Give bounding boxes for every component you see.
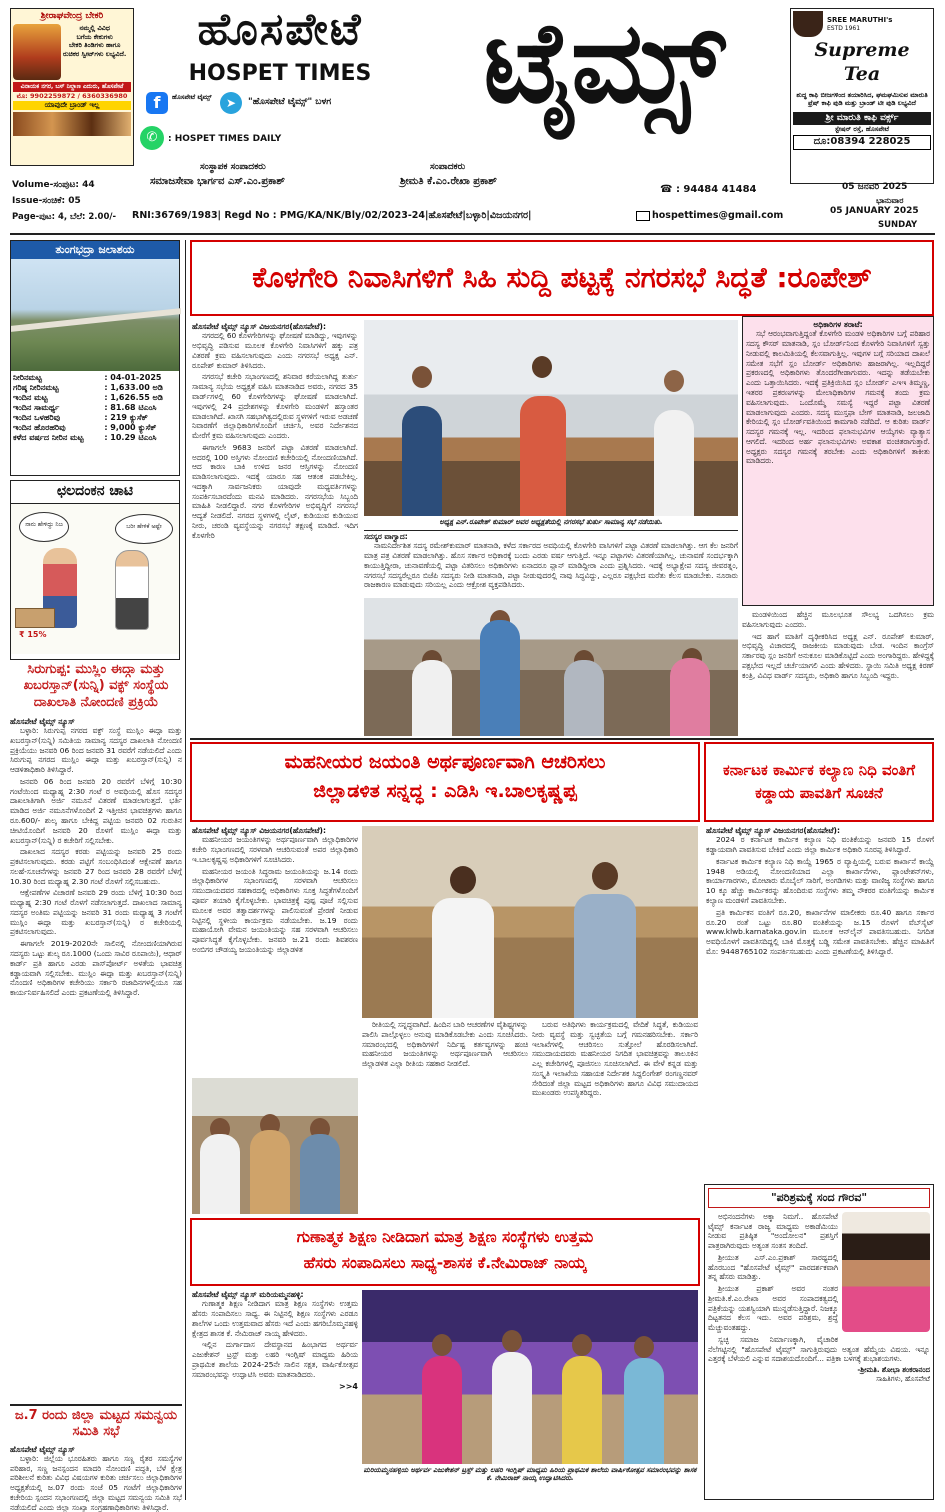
paragraph: ಜನವರಿ 06 ರಿಂದ ಜನವರಿ 20 ರವರೆಗೆ ಬೆಳಿಗ್ಗೆ 10:30 ಗಂಟೆಯಿಂದ ಮಧ್ಯಾಹ್ನ 2:30 ಗಂಟೆ ರ ಅವಧಿಯಲ್ಲಿ ಹೊಸ ಸದಸ್ಯರ ದಾಖಲಾತಿಗಾಗಿ ಅರ್ಜಿ ನಮೂನೆ ವಿತರಣೆ ಮಾಡಲಾಗುತ್ತದೆ. ಭರ್ತಿ ಮಾಡಿದ ಅರ್ಜಿ ನಮೂನೆಗಳೊಂದಿಗೆ 2 ಇತ್ತೀಚಿನ ಭಾವಚಿತ್ರಗಳು ಹಾಗೂ ರೂ.600/- ಶುಲ್ಕ ಹಾಗೂ ಬೇಕಿದ್ದ ಪಟ್ಟಿಯ ಜನವರಿ 02 ಗುರುತಿನ ಚೀಟಿಯೊಂದಿಗೆ ಜನವರಿ 20 ರೊಳಗೆ ಮುಸ್ಲಿಂ ಈದ್ಗಾ ಮತ್ತು ಖಬರಸ್ತಾನ್(ಸುನ್ನಿ) ರ ಕಚೇರಿಗೆ ಸಲ್ಲಿಸಬೇಕು. — [10, 776, 182, 845]
paragraph: ಸ್ವಚ್ಛ ಸಮಾಜ ನಿರ್ಮಾಣಕ್ಕಾಗಿ, ವೈಚಾರಿಕ ನೆಲೆಗಟ್ಟಿನಲ್ಲಿ "ಹೊಸಪೇಟೆ ಟೈಮ್ಸ್" ಸಾಗುತ್ತಿರುವುದು ಅತ್ಯಂತ ಹೆಮ್ಮೆಯ ವಿಷಯ. ಇನ್ನೂ ಎತ್ತರಕ್ಕೆ ಬೆಳೆಯಲಿ ಎನ್ನುವ ಸದಾಶಯದೊಂದಿಗೆ... ಪತ್ರಿಕಾ ಬಳಗಕ್ಕೆ ಶುಭಾಶಯಗಳು. — [708, 1334, 930, 1364]
paragraph: ಬಳ್ಳಾರಿ: ಜಿಲ್ಲೆಯ ಭೂರಹಿತರು ಹಾಗೂ ಸಣ್ಣ ರೈತರ ಸಮಸ್ಯೆಗಳ ಪರಿಹಾರ, ಸಣ್ಣ ಜನಸ್ಪಂದನ ಮಾದರಿ ನೋಂದಣಿ ಪದ್ಧತಿ, ಬೆಳೆ ಕ್ಷೇತ್ರ ಪರಿಶೀಲನೆ ಕುರಿತು ವಿವಿಧ ವಿಷಯಗಳ ಕುರಿತು ಚರ್ಚಿಸಲು ಜಿಲ್ಲಾಧಿಕಾರಿಗಳ ಅಧ್ಯಕ್ಷತೆಯಲ್ಲಿ ಜ.07 ರಂದು ಸಂಜೆ 05 ಗಂಟೆಗೆ ಜಿಲ್ಲಾಧಿಕಾರಿಗಳ ಕಚೇರಿಯ ಸ್ಪಂದನ ಸಭಾಂಗಣದಲ್ಲಿ ಜಿಲ್ಲಾ ಮಟ್ಟದ ಸಮನ್ವಯ ಸಮಿತಿ ಸಭೆ ನಡೆಯಲಿದೆ ಎಂದು ಜಿಲ್ಲಾ ಸಂಖ್ಯಾ ಸಂಗ್ರಹಣಾಧಿಕಾರಿಗಳು ತಿಳಿಸಿದ್ದಾರೆ. — [10, 1453, 182, 1512]
dam-row-value: : 1,626.55 ಅಡಿ — [104, 392, 163, 402]
logo-big: ಟೈಮ್ಸ್ — [483, 0, 723, 128]
section-divider — [190, 738, 934, 740]
dam-row — [11, 373, 179, 383]
ad-line: ರುಚಿಕರ ಸ್ವೀಟ್‌ಗಳು ಲಭ್ಯವಿದೆ. — [63, 49, 127, 58]
byline: ಹೊಸಪೇಟೆ ಟೈಮ್ಸ್ ನ್ಯೂಸ್ — [10, 716, 75, 726]
facebook-icon[interactable]: f — [146, 92, 168, 114]
jayanti-col-3 — [532, 1020, 698, 1180]
bakery-brand: ಯಾವುದೇ ಬ್ರಾಂಡ್ ಇಲ್ಲ — [13, 101, 131, 110]
dam-row-value: : 219 ಕ್ಯುಸೆಕ್ — [104, 412, 148, 422]
jayanti-photo-officials — [362, 826, 698, 1018]
editor-name: ಶ್ರೀಮತಿ ಕೆ.ಎಂ.ರೇಖಾ ಪ್ರಕಾಶ್ — [400, 176, 497, 187]
masthead-divider — [10, 233, 935, 235]
caption-divider — [364, 530, 738, 531]
paragraph: ನಗರದಲ್ಲಿ 60 ಕೊಳಗೇರಿಗಳನ್ನು ಘೋಷಣೆ ಮಾಡಿದ್ದು, ಇವುಗಳನ್ನು ಅಭಿವೃದ್ಧಿ ಪಡಿಸುವ ಮೂಲಕ ಕೊಳಗೇರಿ ನಿವಾಸಿಗಳಿಗೆ ಹಕ್ಕು ಪತ್ರ ವಿತರಣೆ ಕ್ರಮ ವಹಿಸಲಾಗುವುದು ಎಂದು ನಗರಸಭೆ ಅಧ್ಯಕ್ಷ ಎನ್. ರೂಪೇಶ್ ಕುಮಾರ್ ತಿಳಿಸಿದರು. — [192, 331, 358, 370]
tea-brand-top: SREE MARUTHI's — [827, 15, 893, 24]
dam-row-value: : 9,000 ಕ್ಯುಸೆಕ್ — [104, 422, 157, 432]
day-kannada: ಭಾನುವಾರ — [876, 196, 904, 205]
phone-number: ☎ : 94484 41484 — [660, 184, 757, 195]
bakery-name: ಶ್ರೀರಾಘವೇಂದ್ರ ಬೇಕರಿ — [40, 11, 104, 21]
tea-works: ಶ್ರೀ ಮಾರುತಿ ಕಾಫಿ ವರ್ಕ್ಸ್ — [793, 112, 931, 125]
pages-price: Page-ಪುಟ: 4, ಬೆಲೆ: 2.00/- — [12, 212, 117, 222]
tea-title: Supreme Tea — [814, 39, 910, 85]
signature-title: ಸಾಹಿತಿಗಳು, ಹೊಸಪೇಟೆ — [876, 1374, 930, 1383]
paragraph: ಕರ್ನಾಟಕ ಕಾರ್ಮಿಕ ಕಲ್ಯಾಣ ನಿಧಿ ಕಾಯ್ದೆ 1965 ರ ವ್ಯಾಪ್ತಿಯಲ್ಲಿ ಬರುವ ಕಾರ್ಖಾನೆ ಕಾಯ್ದೆ 1948 ಅಡಿಯಲ್ಲಿ ನೋಂದಣಿಯಾದ ಎಲ್ಲಾ ಕಾರ್ಖಾನೆಗಳು, ಪ್ಲಾಂಟೇಶನ್‌ಗಳು, ಕಾರ್ಯಾಗಾರಗಳು, ಮೋಟಾರು ಮೊಬೈಲ್ ಸಾರಿಗೆ, ಅಂಗಡಿಗಳು ಮತ್ತು ವಾಣಿಜ್ಯ ಸಂಸ್ಥೆಗಳು ಹಾಗೂ 10 ಕ್ಕೂ ಹೆಚ್ಚು ಕಾರ್ಮಿಕರನ್ನು ಹೊಂದಿರುವ ಸಂಸ್ಥೆಗಳು ತಮ್ಮ ನೌಕರರ ವಂತಿಗೆಯನ್ನು ಕಾರ್ಮಿಕ ಕಲ್ಯಾಣ ಮಂಡಳಿಗೆ ಪಾವತಿಸಬೇಕು. — [706, 856, 934, 905]
paragraph: ಅಭಿನಂದನೆಗಳು ಅಕ್ಕಾ ನಿಮಗೆ.. ಹೊಸಪೇಟೆ ಟೈಮ್ಸ್ ಕರ್ನಾಟಕ ರಾಜ್ಯ ಮಾಧ್ಯಮ ಅಕಾಡೆಮಿಯು ನೀಡುವ ಪ್ರತಿಷ್ಠಿತ "ಅಂದೋಲನ" ಪ್ರಶಸ್ತಿಗೆ ಪಾತ್ರರಾಗಿರುವುದು ಅತ್ಯಂತ ಸಂತಸ ತಂದಿದೆ. — [708, 1211, 838, 1251]
sidebar-story-1 — [10, 662, 182, 1402]
dam-row-label: ಇಂದಿನ ಮಟ್ಟ — [13, 392, 48, 402]
para: ಬರುವ ಅತಿಥಿಗಳು ಕಾರ್ಯಕ್ರಮದಲ್ಲಿ ವೇದಿಕೆ ಸಿದ್ಧತೆ, ಕುಡಿಯುವ ನೀರು ವ್ಯವಸ್ಥೆ ಮತ್ತು ಸ್ವಚ್ಛತೆಯ ಬಗ್ಗೆ ಗಮನಹರಿಸಬೇಕು. ಸರ್ಕಾರಿ ಇಲಾಖೆಗಳಲ್ಲಿ ಆಚರಿಸಲು ಸುತ್ತೋಲೆ ಹೊರಡಿಸಲಾಗಿದೆ. ಸಮುದಾಯದವರು ಮಹನೀಯರ ನಿಗದಿತ ಭಾವಚಿತ್ರವನ್ನು ತಾಲೂಕಿನ ಎಲ್ಲ ಕಚೇರಿಗಳಲ್ಲಿ ಪೂಜಿಸಲು ಸೂಚಿಸಲಾಗಿದೆ. ಈ ವೇಳೆ ಕನ್ನಡ ಮತ್ತು ಸಂಸ್ಕೃತಿ ಇಲಾಖೆಯ ಸಹಾಯಕ ನಿರ್ದೇಶಕ ಸಿದ್ದಲಿಂಗೇಶ್ ರಂಗಣ್ಣನವರ್ ಸೇರಿದಂತೆ ಜಿಲ್ಲಾ ಮಟ್ಟದ ಅಧಿಕಾರಿಗಳು ಹಾಗೂ ವಿವಿಧ ಸಮುದಾಯದ ಮುಖಂಡರು ಉಪಸ್ಥಿತರಿದ್ದರು. — [532, 1020, 698, 1098]
dam-row-value: : 1,633.00 ಅಡಿ — [104, 382, 163, 392]
cartoon-tag: ₹ 15% — [19, 629, 47, 639]
paragraph: ಶ್ರೀಯುತ ಪ್ರಕಾಶ್ ಅವರ ನಂತರ ಶ್ರೀಮತಿ.ಕೆ.ಎಂ.ರೇಖಾ ಅವರ ಸಂಪಾದಕತ್ವದಲ್ಲಿ ಪತ್ರಿಕೆಯನ್ನು ಯಶಸ್ವಿಯಾಗಿ ಮುನ್ನಡೆಸುತ್ತಿದ್ದಾರೆ. ನಿಜಕ್ಕೂ ದಿಟ್ಟತನದ ಕೆಲಸ ಇದು. ಅವರ ಪರಿಶ್ರಮ, ಶ್ರದ್ಧೆ ಮೆಚ್ಚುವಂತಹದ್ದು. — [708, 1284, 838, 1333]
paragraph: ಗುಣಾತ್ಮಕ ಶಿಕ್ಷಣ ನೀಡಿದಾಗ ಮಾತ್ರ ಶಿಕ್ಷಣ ಸಂಸ್ಥೆಗಳು ಉತ್ತಮ ಹೆಸರು ಸಂಪಾದಿಸಲು ಸಾಧ್ಯ. ಈ ನಿಟ್ಟಿನಲ್ಲಿ ಶಿಕ್ಷಣ ಸಂಸ್ಥೆಗಳು ಎರಡೂ ಶಾಲೆಗಳ ಒಂದು ಉತ್ತಮವಾದ ಹೆಸರು ಇದೆ ಎಂದು ಹಗರಿಬೊಮ್ಮನಹಳ್ಳಿ ಕ್ಷೇತ್ರದ ಶಾಸಕ ಕೆ. ನೇಮಿರಾಜ್ ನಾಯ್ಕ ಹೇಳಿದರು. — [192, 1299, 358, 1338]
karmika-headline-box — [704, 742, 934, 822]
paragraph: ನಗರಸಭೆ ಕಚೇರಿ ಸಭಾಂಗಣದಲ್ಲಿ ಶನಿವಾರ ಕರೆಯಲಾಗಿದ್ದ ತುರ್ತು ಸಾಮಾನ್ಯ ಸಭೆಯ ಅಧ್ಯಕ್ಷತೆ ವಹಿಸಿ ಮಾತನಾಡಿದ ಅವರು, ನಗರದ 35 ವಾರ್ಡ್‌ಗಳಲ್ಲಿ 60 ಕೊಳಗೇರಿಗಳನ್ನು ಘೋಷಣೆ ಮಾಡಲಾಗಿದೆ. ಇವುಗಳಲ್ಲಿ 24 ಪ್ರದೇಶಗಳನ್ನು ಕೊಳಗೇರಿ ಮಂಡಳಿಗೆ ಹಸ್ತಾಂತರ ಮಾಡಲಾಗಿದೆ. ಖಾಸಗಿ ಸಹಭಾಗಿತ್ವದಲ್ಲಿರುವ ಸ್ಥಳಗಳಿಗೆ ಇರುವ ಅಡಚಣೆ ನಿವಾರಣೆಗೆ ಜಿಲ್ಲಾಧಿಕಾರಿಗಳೊಂದಿಗೆ ಚರ್ಚಿಸಿ, ಅವರ ನಿರ್ದೇಶನದ ಮೇರೆಗೆ ಕ್ರಮ ವಹಿಸಲಾಗುವುದು ಎಂದರು. — [192, 372, 358, 441]
bakery-phone: ಮೊ: 9902259872 / 6360336980 — [16, 91, 128, 100]
sub-title: ಸದಸ್ಯರ ವಾಗ್ವಾದ: — [364, 532, 408, 541]
ad-line: ನಮ್ಮಲ್ಲಿ ವಿವಿಧ — [79, 24, 110, 33]
dam-row — [11, 433, 179, 443]
mail-icon — [636, 211, 650, 221]
gaurava-box — [704, 1184, 934, 1500]
jayanti-headline-box — [190, 742, 700, 822]
dam-row — [11, 403, 179, 413]
shikshana-headline-2: ಹೆಸರು ಸಂಪಾದಿಸಲು ಸಾಧ್ಯ-ಶಾಸಕ ಕೆ.ನೇಮಿರಾಜ್ ನಾಯ್ಕ — [303, 1254, 587, 1273]
continued-marker: >>4 — [339, 1381, 358, 1391]
byline: ಹೊಸಪೇಟೆ ಟೈಮ್ಸ್ ನ್ಯೂಸ್ ವಿಜಯನಗರ(ಹೊಸಪೇಟೆ): — [706, 826, 840, 835]
lead-subsection — [364, 532, 738, 594]
speech-bubble: ಬರೀ ಹೇಳಿಕೆ ಅಷ್ಟೇ — [115, 514, 173, 544]
ad-right-tea — [790, 8, 934, 184]
lead-right-box — [742, 316, 934, 606]
paragraph: ಮಹನೀಯರ ಜಯಂತಿ ಸಿದ್ಧರಾಮ ಜಯಂತಿಯನ್ನು ಜ.14 ರಂದು ಜಿಲ್ಲಾಧಿಕಾರಿಗಳ ಸಭಾಂಗಣದಲ್ಲಿ ಸರಳವಾಗಿ ಆಚರಿಸಲು ಸಮುದಾಯದವರ ಸಹಕಾರದಲ್ಲಿ ಅಧಿಕಾರಿಗಳು ಸೂಕ್ತ ಸಿದ್ಧತೆಗಳೊಂದಿಗೆ ಪೂರ್ವ ತಯಾರಿ ಕೈಗೊಳ್ಳಬೇಕು. ಭಾವಚಿತ್ರಕ್ಕೆ ಪುಷ್ಪ ಪೂಜೆ ಸಲ್ಲಿಸುವ ಮೂಲಕ ಅವರ ತತ್ವಾದರ್ಶಗಳನ್ನು ಪಾಲಿಸುವಂತೆ ಪ್ರೇರಣೆ ನೀಡುವ ನಿಟ್ಟಿನಲ್ಲಿ ಸ್ಥಳೀಯ ಕಾರ್ಯಕ್ರಮ ನಡೆಯಬೇಕು. ಜ.19 ರಂದು ಮಹಾಯೋಗಿ ವೇಮನ ಜಯಂತಿಯನ್ನು ಸಹ ಸರಳವಾಗಿ ಆಚರಿಸಲು ಪೂರ್ವಸಿದ್ಧತೆ ಕೈಗೊಳ್ಳಬೇಕು. ಜನವರಿ ಜ.21 ರಂದು ಶಿವಶರಣ ಅಂಬಿಗರ ಚೌಡಯ್ಯ ಜಯಂತಿಯನ್ನು ಜಿಲ್ಲಾಡಳಿತ — [192, 866, 358, 954]
editor-title: ಸಂಪಾದಕರು — [430, 162, 466, 172]
byline: ಹೊಸಪೇಟೆ ಟೈಮ್ಸ್ ನ್ಯೂಸ್ ವಿಜಯನಗರ(ಹೊಸಪೇಟೆ): — [192, 322, 326, 331]
box-title: ಅಧಿಕಾರಿಗಳ ತರಾಟೆ: — [813, 320, 863, 329]
signature-name: -ಶ್ರೀಮತಿ. ಶೋಭಾ ಶಂಕರಾನಂದ — [857, 1366, 930, 1375]
dam-table — [11, 373, 179, 443]
email[interactable]: hospettimes@gmail.com — [652, 210, 784, 221]
paragraph: ಆಕ್ಷೇಪಣೆಗಳ ವಿಚಾರಣೆ ಜನವರಿ 29 ರಂದು ಬೆಳಿಗ್ಗೆ 10:30 ರಿಂದ ಮಧ್ಯಾಹ್ನ 2:30 ಗಂಟೆ ರೊಳಗೆ ನಡೆಸಲಾಗುತ್ತದೆ. ದಾಖಲಾದ ಸಾಮಾನ್ಯ ಸದಸ್ಯರ ಅಂತಿಮ ಪಟ್ಟಿಯನ್ನು ಜನವರಿ 31 ರಂದು ಮಧ್ಯಾಹ್ನ 3 ಗಂಟೆಗೆ ಮುಸ್ಲಿಂ ಈದ್ಗಾ ಮತ್ತು ಖಬರಸ್ತಾನ್(ಸುನ್ನಿ) ರ ಕಚೇರಿಯಲ್ಲಿ ಪ್ರಕಟಿಸಲಾಗುವುದು. — [10, 888, 182, 937]
paragraph: ಮಹನೀಯರ ಜಯಂತಿಗಳನ್ನು ಅರ್ಥಪೂರ್ಣವಾಗಿ ಜಿಲ್ಲಾಧಿಕಾರಿಗಳ ಕಚೇರಿ ಸಭಾಂಗಣದಲ್ಲಿ ಸರಳವಾಗಿ ಆಚರಿಸುವಂತೆ ಅಪರ ಜಿಲ್ಲಾಧಿಕಾರಿ ಇ.ಬಾಲಕೃಷ್ಣಪ್ಪ ಅಧಿಕಾರಿಗಳಿಗೆ ಸೂಚಿಸಿದರು. — [192, 835, 358, 864]
dam-row-label: ನೀರಿನಮಟ್ಟ — [13, 372, 42, 382]
portrait-photo — [842, 1212, 930, 1332]
deity-image — [13, 24, 61, 80]
shikshana-headline-box — [190, 1218, 700, 1286]
tea-est: ESTD 1961 — [827, 24, 861, 32]
para: ರೀತಿಯಲ್ಲಿ ಸನ್ನದ್ಧವಾಗಿದೆ. ಹಿಂದಿನ ಬಾರಿ ಆಚರಣೆಗಳ ವೈಶಿಷ್ಟ್ಯಗಳನ್ನು ಪಾಲಿಸಿ ಪಾಲ್ಗೊಳ್ಳಲು ಅನುವು ಮಾಡಿಕೊಡಬೇಕು ಎಂದು ಸೂಚಿಸಿದರು. ಸಮಾರಂಭದಲ್ಲಿ ಅಧಿಕಾರಿಗಳಿಗೆ ನಿರ್ದಿಷ್ಟ ಕರ್ತವ್ಯಗಳನ್ನು ಹಂಚಿ ಮಹನೀಯರ ಜಯಂತಿಗಳನ್ನು ಅರ್ಥಪೂರ್ಣವಾಗಿ ಆಚರಿಸಲು ಜಿಲ್ಲಾಡಳಿತ ಎಲ್ಲಾ ರೀತಿಯ ಸಹಕಾರ ನೀಡಲಿದೆ. — [362, 1020, 528, 1069]
jayanti-headline-2: ಜಿಲ್ಲಾಡಳಿತ ಸನ್ನದ್ಧ : ಎಡಿಸಿ ಇ.ಬಾಲಕೃಷ್ಣಪ್ಪ — [313, 779, 577, 802]
shikshana-body — [192, 1290, 358, 1500]
gaurava-headline: "ಪರಿಶ್ರಮಕ್ಕೆ ಸಂದ ಗೌರವ" — [708, 1188, 930, 1208]
dam-row-label: ಇಂದಿನ ಸಾಮರ್ಥ್ಯ — [13, 402, 60, 412]
whatsapp-icon[interactable]: ✆ — [140, 126, 164, 150]
sweets-image — [13, 112, 131, 136]
lead-photo-hall — [364, 598, 738, 736]
sub-para: ನಾಮನಿರ್ದೇಶಿತ ಸದಸ್ಯ ರಮೇಶ್‌ಕುಮಾರ್ ಮಾತನಾಡಿ, ಕಳೆದ ಸರ್ಕಾರದ ಅವಧಿಯಲ್ಲಿ ಕೊಳಗೇರಿ ವಾಸಿಗಳಿಗೆ ಪಟ್ಟಾ ವಿತರಣೆ ಮಾಡಲಾಗಿತ್ತು. ಆಗ ಕೆಲ ಜನರಿಗೆ ಮಾತ್ರ ಪತ್ರ ವಿತರಣೆ ಮಾಡಲಾಗಿತ್ತು. ಹೊಸ ಸರ್ಕಾರ ಅಧಿಕಾರಕ್ಕೆ ಬಂದು ಎರಡು ವರ್ಷ ಆಗುತ್ತಿದೆ. ಇನ್ನೂ ಪಟ್ಟಾಗಳು ವಿತರಣೆಯಾಗಿಲ್ಲ. ಚುನಾವಣೆ ಸಂದರ್ಭಕ್ಕಾಗಿ ಕಾಯುತ್ತಿದ್ದೀರಾ, ಚುನಾವಣೆಯಲ್ಲಿ ಪಟ್ಟಾ ವಿತರಿಸಲು ಅಧಿಕಾರಿಗಳು ಏನಾದರೂ ಪ್ಲಾನ್ ಮಾಡಿದ್ದೀರಾ ಎಂದು ಪ್ರಶ್ನಿಸಿದರು. ಇದಕ್ಕೆ ಅಭ್ಯಾಕ್ಷೇಪ ಸದಸ್ಯ ಜೀವರತ್ನಂ, ನಗರಸಭೆ ಸದಸ್ಯರೆಲ್ಲರೂ ಬಿಜೆಪಿ ಸದಸ್ಯರು ನೀಡಿ ಮಾತನಾಡಿ, ಪಟ್ಟಾ ನೀಡುವುದರಲ್ಲಿ ನಾವು ಸಿದ್ಧವಿದ್ದು, ಎಲ್ಲರೂ ಪಕ್ಷಭೇದ ಮರೆತು ಕೆಲಸ ಮಾಡಬೇಕು. ನೂರಾರು ರಾಜಕಾರಣ ಮಾಡುವುದು ಸರಿಯಲ್ಲ ಎಂದು ಆಕ್ರೋಶ ವ್ಯಕ್ತಪಡಿಸಿದರು. — [364, 541, 738, 590]
paragraph: ಮಂಡಳಿಯಿಂದ ಹೆಚ್ಚಿನ ಮೂಲಭೂತ ಸೌಲಭ್ಯ ಒದಗಿಸಲು ಕ್ರಮ ವಹಿಸಲಾಗುವುದು ಎಂದರು. — [742, 610, 934, 629]
dam-row-value: : 04-01-2025 — [104, 372, 162, 382]
cartoon-drawing — [11, 504, 179, 654]
day-english: SUNDAY — [878, 220, 918, 230]
byline: ಹೊಸಪೇಟೆ ಟೈಮ್ಸ್ ನ್ಯೂಸ್ ವಿಜಯನಗರ(ಹೊಸಪೇಟೆ): — [192, 826, 326, 835]
dam-row — [11, 423, 179, 433]
paragraph: ಇದ ಹಾಗೆ ಮಾತಿಗೆ ದೃಢೀಕರಿಸಿದ ಅಧ್ಯಕ್ಷ ಎನ್. ರೂಪೇಶ್ ಕುಮಾರ್, ಅಭಿವೃದ್ಧಿ ವಿಚಾರದಲ್ಲಿ ರಾಜಕೀಯ ಮಾಡುವುದು ಬೇಡ. ಇಂದಿನ ಕಾಂಗ್ರೆಸ್ ಸರ್ಕಾರವು ಸ್ಲಂ ಜನರಿಗೆ ಅನುಕೂಲ ಮಾಡಿಕೊಟ್ಟಿದೆ ಎಂದು ಅಂಗಾರಿದ್ದರು. ಹೇಳಿದ್ದಕ್ಕೆ ಪಕ್ಷಭೇದ ಇಲ್ಲದೆ ಚರ್ಚೆಯಾಗಲಿ ಎಂದು ಹೇಳಿದರು. ಸ್ಥಾಯಿ ಸಮಿತಿ ಅಧ್ಯಕ್ಷ ಕಿರಣ್ ಕಂತ್ರಿ, ವಿವಿಧ ವಾರ್ಡ್ ಸದಸ್ಯರು, ಅಧಿಕಾರಿ ಹಾಗೂ ಸಿಬ್ಬಂದಿ ಇದ್ದರು. — [742, 631, 934, 680]
dam-row-value: : 10.29 ಟಿಎಂಸಿ — [104, 432, 157, 442]
byline: ಹೊಸಪೇಟೆ ಟೈಮ್ಸ್ ನ್ಯೂಸ್ — [10, 1444, 75, 1454]
founder-title: ಸಂಸ್ಥಾಪಕ ಸಂಪಾದಕರು — [200, 162, 266, 172]
tea-phone: ದೂ:08394 228025 — [793, 135, 931, 150]
logo-kannada-small: ಹೊಸಪೇಟೆ — [197, 4, 363, 55]
volume: Volume-ಸಂಪುಟ: 44 — [12, 180, 95, 190]
date-kannada: 05 ಜನವರಿ 2025 — [842, 182, 908, 192]
paragraph: ಈಗಾಗಲೇ 2019-2020ನೇ ಸಾಲಿನಲ್ಲಿ ನೋಂದಣಿಯಾಗಿರುವ ಸದಸ್ಯರು ಒಟ್ಟು ಶುಲ್ಕ ರೂ.1000 (ಒಂದು ಸಾವಿರ ರೂಪಾಯಿ), ಆಧಾರ್ ಕಾರ್ಡ್ ಪ್ರತಿ ಹಾಗೂ ಎರಡು ಪಾಸ್‌ಪೋರ್ಟ್ ಅಳತೆಯ ಭಾವಚಿತ್ರ ಕಡ್ಡಾಯವಾಗಿ ಸಲ್ಲಿಸಬೇಕು. ಮುಸ್ಲಿಂ ಈದ್ಗಾ ಮತ್ತು ಖಬರಸ್ತಾನ್(ಸುನ್ನಿ) ನೊಂದಣಿ ಅಧಿಕಾರಿಗಳ ಕಚೇರಿಯು ಸರ್ಕಾರಿ ರಜಾದಿನಗಳಲ್ಲಿಯೂ ಸಹ ಕಾರ್ಯನಿರ್ವಹಿಸಲಿದೆ ಎಂದು ಪ್ರಕಟಣೆಯಲ್ಲಿ ತಿಳಿಸಿದ್ದಾರೆ. — [10, 939, 182, 998]
tea-address: ಸ್ಟೇಷನ್ ರಸ್ತೆ, ಹೊಸಪೇಟೆ — [834, 125, 890, 134]
bakery-address: ವಿನಾಯಕ ನಗರ, ಬಸ್ ನಿಲ್ದಾಣ ಎದುರು, ಹೊಸಪೇಟೆ — [13, 82, 131, 92]
paragraph: ಇಲ್ಲಿನ ದುರ್ಗಾದಾಸ ದೇವಸ್ಥಾನದ ಹಿಂಭಾಗದ ಅರ್ಥರ್ವ ಎಜುಕೇಶನ್ ಟ್ರಸ್ಟ್ ಮತ್ತು ಲಹರಿ ಇಂಗ್ಲಿಷ್ ಮಾಧ್ಯಮ ಹಿರಿಯ ಪ್ರಾಥಮಿಕ ಶಾಲೆಯ 2024-25ನೇ ಸಾಲಿನ ಸಕ್ಷತ, ವಾರ್ಷಿಕೋತ್ಸವ ಸಮಾರಂಭವನ್ನು ಉದ್ಘಾಟಿಸಿ ಅವರು ಮಾತನಾಡಿದರು. — [192, 1340, 358, 1379]
paragraph: ಬಳ್ಳಾರಿ: ಸಿರುಗುಪ್ಪ ನಗರದ ವಕ್ಫ್ ಸಂಸ್ಥೆ ಮುಸ್ಲಿಂ ಈದ್ಗಾ ಮತ್ತು ಖಬರಸ್ತಾನ್(ಸುನ್ನಿ) ಸಮಿತಿಯ ಸಾಮಾನ್ಯ ಸದಸ್ಯರ ದಾಖಲಾತಿ ನೋಂದಣಿ ಪ್ರಕ್ರಿಯೆಯು ಜನವರಿ 06 ರಿಂದ ಜನವರಿ 31 ರವರೆಗೆ ನಡೆಯಲಿದೆ ಎಂದು ಸಿರುಗುಪ್ಪ ನಗರದ ಮುಸ್ಲಿಂ ಈದ್ಗಾ ಮತ್ತು ಖಬರಸ್ತಾನ್(ಸುನ್ನಿ) ನ ಆಡಳಿತಾಧಿಕಾರಿ ತಿಳಿಸಿದ್ದಾರೆ. — [10, 726, 182, 775]
lead-headline: ಕೊಳಗೇರಿ ನಿವಾಸಿಗಳಿಗೆ ಸಿಹಿ ಸುದ್ದಿ ಪಟ್ಟಕ್ಕೆ ನಗರಸಭೆ ಸಿದ್ಧತೆ :ರೂಪೇಶ್ — [252, 260, 872, 294]
jayanti-col-2 — [362, 1020, 528, 1180]
ad-left-bakery — [10, 8, 134, 166]
dam-box — [10, 240, 180, 476]
paragraph: ಪ್ರತಿ ಕಾರ್ಮಿಕನ ವಂತಿಗೆ ರೂ.20, ಕಾರ್ಖಾನೆಗಳ ಮಾಲೀಕರು ರೂ.40 ಹಾಗೂ ಸರ್ಕಾರ ರೂ.20 ರಂತೆ ಒಟ್ಟು ರೂ.80 ವಂತಿಕೆಯನ್ನು ಜ.15 ರೊಳಗೆ ವೆಬ್‌ಸೈಟ್ www.klwb.karnataka.gov.in ಮೂಲಕ ಆನ್‌ಲೈನ್ ಪಾವತಿಸಬಹುದು. ನಿಗದಿತ ಅವಧಿಯೊಳಗೆ ಪಾವತಿಸದಿದ್ದಲ್ಲಿ ಬಾಕಿ ಮೊತ್ತಕ್ಕೆ ಬಡ್ಡಿ ಸಮೇತ ಪಾವತಿಸಬೇಕು. ಹೆಚ್ಚಿನ ಮಾಹಿತಿಗೆ ಮೊ: 9448765102 ಸಂಪರ್ಕಿಸಬಹುದು ಎಂದು ಪ್ರಕಟಣೆಯಲ್ಲಿ ತಿಳಿಸಿದ್ದಾರೆ. — [706, 907, 934, 956]
dam-title: ತುಂಗಭದ್ರಾ ಜಲಾಶಯ — [11, 241, 179, 259]
paragraph: 2024 ರ ಕರ್ನಾಟಕ ಕಾರ್ಮಿಕ ಕಲ್ಯಾಣ ನಿಧಿ ವಂತಿಕೆಯನ್ನು ಜನವರಿ 15 ರೊಳಗೆ ಕಡ್ಡಾಯವಾಗಿ ಪಾವತಿಸುವ ಬೇಕಿದೆ ಎಂದು ಜಿಲ್ಲಾ ಕಾರ್ಮಿಕ ಅಧಿಕಾರಿ ಸೂರಪ್ಪ ತಿಳಿಸಿದ್ದಾರೆ. — [706, 835, 934, 855]
cartoon-title: ಛಲದಂಕನ ಚಾಟಿ — [11, 481, 179, 504]
dam-photo — [11, 259, 179, 371]
sidebar-story-2 — [10, 1404, 182, 1512]
karmika-headline: ಕರ್ನಾಟಕ ಕಾರ್ಮಿಕ ಕಲ್ಯಾಣ ನಿಧಿ ವಂತಿಗೆ ಕಡ್ಡಾಯ ಪಾವತಿಗೆ ಸೂಚನೆ — [723, 760, 915, 802]
dam-row-label: ಕಳೆದ ವರ್ಷದ ನೀರಿನ ಮಟ್ಟ — [13, 432, 84, 442]
lead-photo-caption: ಅಧ್ಯಕ್ಷ ಎನ್.ರೂಪೇಶ್ ಕುಮಾರ್ ಅವರ ಅಧ್ಯಕ್ಷತೆಯಲ್ಲಿ ನಗರಸಭೆ ತುರ್ತು ಸಾಮಾನ್ಯ ಸಭೆ ನಡೆಯಿತು. — [439, 518, 663, 526]
paragraph: ದಾಖಲಾದ ಸದಸ್ಯರ ಕರಡು ಪಟ್ಟಿಯನ್ನು ಜನವರಿ 25 ರಂದು ಪ್ರಕಟಿಸಲಾಗುವುದು. ಕರಡು ಪಟ್ಟಿಗೆ ಸಂಬಂಧಿಸಿದಂತೆ ಆಕ್ಷೇಪಣೆ ಹಾಗೂ ಸಲಹೆ-ಸೂಚನೆಗಳನ್ನು ಜನವರಿ 27 ರಿಂದ ಜನವರಿ 28 ರವರೆಗೆ ಬೆಳಿಗ್ಗೆ 10.30 ರಿಂದ ಮಧ್ಯಾಹ್ನ 2.30 ಗಂಟೆ ರೊಳಗೆ ಸಲ್ಲಿಸಬಹುದು. — [10, 847, 182, 886]
ad-line: ಬಗೆಯ ಕೇಕುಗಳು — [76, 32, 113, 41]
dam-row — [11, 393, 179, 403]
speech-bubble: ನಾನು ಹೇಳಿದ್ದು ನಿಜ — [19, 512, 69, 542]
dam-row — [11, 383, 179, 393]
registration: RNI:36769/1983| Regd No : PMG/KA/NK/Bly/02/2023-24|ಹೊಸಪೇಟೆ|ಬಳ್ಳಾರಿ|ವಿಜಯನಗರ| — [132, 210, 532, 221]
karmika-body — [706, 826, 934, 1180]
lead-right-tail — [742, 610, 934, 734]
founder-name: ಸಮಾಜಸೇವಾ ಭಾರ್ಗವ ಎಸ್.ಎಂ.ಪ್ರಕಾಶ್ — [150, 176, 285, 187]
tea-desc: ಶುದ್ಧ ಕಾಫಿ ಬೀಜಗಳಿಂದ ತಯಾರಿಸಿದ, ಘಮಘಮಿಸುವ ಮಾರುತಿ ಫ್ರೆಷ್ ಕಾಫಿ ಪುಡಿ ಮತ್ತು ಬ್ರಾಂಡ್ ಟೀ ಪುಡಿ ಲಭ್ಯವಿದೆ — [796, 90, 928, 108]
jayanti-headline-1: ಮಹನೀಯರ ಜಯಂತಿ ಅರ್ಥಪೂರ್ಣವಾಗಿ ಆಚರಿಸಲು — [284, 751, 606, 773]
byline: ಹೊಸಪೇಟೆ ಟೈಮ್ಸ್ ನ್ಯೂಸ್ ಮರಿಯಮ್ಮನಹಳ್ಳಿ: — [192, 1290, 304, 1299]
paragraph: ಶ್ರೀಯುತ ಎಸ್.ಎಂ.ಪ್ರಕಾಶ್ ಸಾರಥ್ಯದಲ್ಲಿ ಹೊರಬಂದ "ಹೊಸಪೇಟೆ ಟೈಮ್ಸ್" ಪಾರದರ್ಶಕವಾಗಿ ತನ್ನ ಹೆಸರು ಮಾಡಿತ್ತು. — [708, 1252, 838, 1282]
shikshana-headline-1: ಗುಣಾತ್ಮಕ ಶಿಕ್ಷಣ ನೀಡಿದಾಗ ಮಾತ್ರ ಶಿಕ್ಷಣ ಸಂಸ್ಥೆಗಳು ಉತ್ತಮ — [296, 1228, 594, 1246]
cartoon-box — [10, 480, 180, 660]
lead-photo-meeting — [364, 320, 738, 516]
lead-col-1 — [192, 322, 358, 732]
telegram-label: "ಹೊಸಪೇಟೆ ಟೈಮ್ಸ್" ಬಳಗ — [248, 97, 332, 107]
logo-english: HOSPET TIMES — [188, 61, 372, 86]
dam-row-value: : 81.68 ಟಿಎಂಸಿ — [104, 402, 157, 412]
dam-row-label: ಇಂದಿನ ಹೊರಹರಿವು — [13, 422, 66, 432]
left-column-divider — [185, 240, 186, 1500]
telegram-icon[interactable]: ➤ — [220, 92, 242, 114]
jayanti-photo-audience — [192, 1078, 358, 1214]
cup-icon — [793, 11, 823, 37]
lead-headline-box — [190, 240, 934, 316]
facebook-label: ಹೊಸಪೇಟೆ ಟೈಮ್ಸ್ — [172, 93, 212, 101]
whatsapp-label: : HOSPET TIMES DAILY — [168, 134, 282, 144]
issue: Issue-ಸಂಚಿಕೆ: 05 — [12, 196, 81, 206]
headline: ಜ.7 ರಂದು ಜಿಲ್ಲಾ ಮಟ್ಟದ ಸಮನ್ವಯ ಸಮಿತಿ ಸಭೆ — [14, 1408, 178, 1440]
dam-row — [11, 413, 179, 423]
dam-row-label: ಇಂದಿನ ಒಳಹರಿವು — [13, 412, 61, 422]
paragraph: ಈಗಾಗಲೇ 9683 ಜನರಿಗೆ ಪಟ್ಟಾ ವಿತರಣೆ ಮಾಡಲಾಗಿದೆ. ಅದರಲ್ಲಿ 100 ಅಸ್ತಿಗಳು ನೋಂದಣಿ ಕಚೇರಿಯಲ್ಲಿ ನೋಂದಣಿಯಾಗಿದೆ. ಆದ ಕಾರಣ ಬಾಕಿ ಉಳಿದ ಜನರ ಆಸ್ತಿಗಳನ್ನು ನೋಂದಣಿ ಮಾಡಿಸಲಾಗುವುದು. ಇದಕ್ಕೆ ಯಾರೂ ಸಹ ಆತಂಕ ಪಡಬೇಕಿಲ್ಲ. ಇದಕ್ಕಾಗಿ ಸಾರ್ವಜನಿಕರು ಯಾವುದೇ ಮಧ್ಯವರ್ತಿಗಳನ್ನು ಸಂಪರ್ಕಿಸಬಾರದೆಂದು ಮನವಿ ಮಾಡಿದರು. ನಗರಸಭೆಯ ಸಿಬ್ಬಂದಿ ಮಾಹಿತಿ ನೀಡಲಿದ್ದಾರೆ. ನಗರ ಕೊಳಗೇರಿಗಳ ಅಭಿವೃದ್ಧಿಗೆ ನಗರಸಭೆ ಆದ್ಯತೆ ನೀಡಲಿದೆ. ನಗರದ ಸ್ಥಳಗಳಲ್ಲಿ ಲೈಟ್, ಕುಡಿಯುವ ಕುಡಿಯುವ ನೀರು, ಚರಂಡಿ ವ್ಯವಸ್ಥೆಯನ್ನು ನಗರಸಭೆ ತಕ್ಷಣಕ್ಕೆ ಮಾಡಿದೆ. ಇದಿಗ ಕೊಳಗೇರಿ — [192, 442, 358, 540]
shikshana-photo — [362, 1290, 698, 1464]
box-para: ಸಭೆ ಆರಂಭವಾಗುತ್ತಿದ್ದಂತೆ ಕೊಳಗೇರಿ ಮಂಡಳಿ ಅಧಿಕಾರಿಗಳ ಬಗ್ಗೆ ಪರಿಹಾರ ಸದಸ್ಯ ಕೌಸರ್ ಮಾತನಾಡಿ, ಸ್ಲಂ ಬೋರ್ಡ್‌ನಿಂದ ಕೊಳಗೇರಿ ನಿವಾಸಿಗಳಿಗೆ ಸ್ವತ್ತು ನೀಡುವಲ್ಲಿ ಕಾಲಮಿತಿಯಲ್ಲಿ ಕೆಲಸವಾಗುತ್ತಿಲ್ಲ. ಇವುಗಳ ಬಗ್ಗೆ ಸರಿಯಾದ ದಾಖಲೆ ಸಮೇತ ಸಭೆಗೆ ಸ್ಲಂ ಬೋರ್ಡ್ ಅಧಿಕಾರಿಗಳು ಹಾಜರಾಗಿಲ್ಲ. ಇಲ್ಲದಿದ್ದರೆ ಪ್ರಕರಣದಲ್ಲಿ ಅಧಿಕಾರಿಗಳು ತೊಂದರೆಗೀಡಾಗುವರು. ಇದನ್ನು ತಡೆಯಬೇಕು ಎಂದು ಒತ್ತಾಯಿಸಿದರು. ಇದಕ್ಕೆ ಪ್ರತಿಕ್ರಿಯಿಸಿದ ಸ್ಲಂ ಬೋರ್ಡ್ ಎಇಇ ತಿಮ್ಮಣ್ಣ, ಇತರರ ಪ್ರಕರಣಗಳನ್ನು ಮೇಲಾಧಿಕಾರಿಗಳ ಗಮನಕ್ಕೆ ತಂದು ಕ್ರಮ ವಹಿಸಲಾಗುವುದು. ಒಂದೊಮ್ಮೆ ಸಮಸ್ಯೆ ಇದ್ದರೆ ಪಟ್ಟಾ ವಿತರಣೆ ಮಾಡಲಾಗುವುದು ಎಂದರು. ಸದಸ್ಯ ಮುಸ್ತಫಾ ಬೇಗ್ ಮಾತನಾಡಿ, ಜಲಜಾದಿ ಕೇರಿಯಲ್ಲಿ ಸ್ಲಂ ಬೋರ್ಡ್‌ವತಿಯಿಂದ ಕಾಮಗಾರಿ ನಡೆದಿದೆ. ಆ ಕುರಿತು ವಾರ್ಡ್ ಸದಸ್ಯರ ಗಮನಕ್ಕೆ ಇಲ್ಲ. ಇದರಿಂದ ಫಲಾನುಭವಿಗಳ ಆಯ್ಕೆಗಳು ವ್ಯಾತ್ಯಾಸ ಆಗಲಿದೆ. ಇದರಿಂದ ಅರ್ಹ ಫಲಾನುಭವಿಗಳು ಅವಕಾಶ ವಂಚಿತರಾಗುತ್ತಾರೆ. ಅಧ್ಯಕ್ಷರು ಸದಸ್ಯರ ಗಮನಕ್ಕೆ ತರಬೇಕು ಎಂದು ಅಧಿಕಾರಿಗಳಿಗೆ ತಾಕೀತು ಮಾಡಿದರು. — [746, 329, 930, 466]
dam-row-label: ಗರಿಷ್ಠ ನೀರಿನಮಟ್ಟ — [13, 382, 59, 392]
ad-line: ಬೇಕರಿ ತಿಂಡಿಗಳು ಹಾಗೂ — [68, 41, 121, 50]
date-english: 05 JANUARY 2025 — [830, 206, 919, 216]
shikshana-photo-caption: ಮರಿಯಮ್ಮನಹಳ್ಳಿಯ ಅರ್ಥರ್ವ ಎಜುಕೇಶನ್ ಟ್ರಸ್ಟ್ ಮತ್ತು ಲಹರಿ ಇಂಗ್ಲಿಷ್ ಮಾಧ್ಯಮ ಹಿರಿಯ ಪ್ರಾಥಮಿಕ ಶಾಲೆಯ ವಾರ್ಷಿಕೋತ್ಸವ ಸಮಾರಂಭವನ್ನು ಶಾಸಕ ಕೆ. ನೇಮಿರಾಜ್ ನಾಯ್ಕ ಉದ್ಘಾಟಿಸಿದರು. — [363, 1466, 697, 1483]
headline: ಸಿರುಗುಪ್ಪ: ಮುಸ್ಲಿಂ ಈದ್ಗಾ ಮತ್ತು ಖಬರಸ್ತಾನ್(ಸುನ್ನಿ) ವಕ್ಫ್ ಸಂಸ್ಥೆಯ ದಾಖಲಾತಿ ನೋಂದಣಿ ಪ್ರಕ್ರಿಯೆ — [23, 662, 169, 710]
